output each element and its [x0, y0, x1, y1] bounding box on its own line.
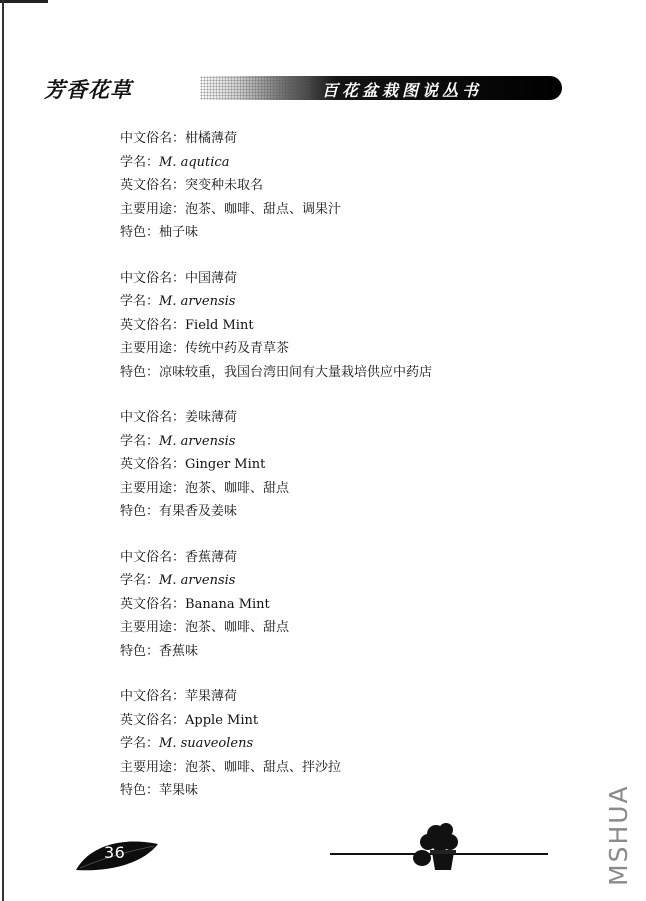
cn-name: 柑橘薄荷	[185, 131, 238, 146]
watermark: MSHUA	[604, 784, 633, 886]
cn-name-label: 中文俗名：	[120, 689, 186, 704]
cn-name: 中国薄荷	[185, 270, 238, 286]
cn-name-row	[120, 546, 432, 570]
cn-name-label: 中文俗名：	[120, 270, 186, 286]
sci-name-row	[120, 290, 432, 314]
sci-name: M. arvensis	[159, 294, 236, 309]
cn-name-row	[120, 127, 432, 151]
en-name-row	[120, 453, 432, 477]
en-name: Apple Mint	[185, 712, 259, 728]
en-name-row	[120, 709, 432, 733]
cn-name-label: 中文俗名：	[120, 549, 186, 565]
en-name-row	[120, 314, 432, 338]
mint-entries	[120, 127, 432, 825]
sci-name-label: 学名：	[120, 154, 160, 170]
feature: 香蕉味	[159, 643, 199, 659]
entry-ginger-mint	[120, 406, 432, 524]
banner-dot-pattern	[200, 76, 310, 100]
sci-name-label: 学名：	[120, 433, 160, 449]
sci-name-label: 学名：	[120, 294, 160, 309]
use-label: 主要用途：	[120, 759, 186, 775]
cn-name: 姜味薄荷	[185, 410, 238, 425]
page-number: 36	[104, 843, 126, 862]
cn-name: 苹果薄荷	[185, 689, 238, 704]
sci-name: M. arvensis	[159, 433, 236, 449]
feature-row	[120, 779, 432, 803]
sci-name: M. arvensis	[159, 573, 236, 588]
feature: 柚子味	[159, 225, 199, 240]
en-name-label: 英文俗名：	[120, 457, 186, 472]
use-label: 主要用途：	[120, 341, 186, 356]
feature: 凉味较重，我国台湾田间有大量栽培供应中药店	[159, 364, 433, 380]
sci-name-row	[120, 430, 432, 454]
book-title: 芳香花草	[44, 77, 132, 102]
use: 泡茶、咖啡、甜点、调果汁	[185, 201, 342, 217]
en-name-label: 英文俗名：	[120, 317, 186, 333]
en-name-row	[120, 593, 432, 617]
feature-label: 特色：	[120, 364, 160, 380]
use-row	[120, 616, 432, 640]
feature-label: 特色：	[120, 225, 160, 240]
entry-field-mint	[120, 267, 432, 385]
use-label: 主要用途：	[120, 480, 186, 496]
feature-label: 特色：	[120, 643, 160, 659]
en-name-label: 英文俗名：	[120, 596, 186, 612]
sci-name-label: 学名：	[120, 736, 160, 751]
feature-label: 特色：	[120, 504, 160, 519]
feature-row	[120, 361, 432, 385]
use: 泡茶、咖啡、甜点、拌沙拉	[185, 759, 342, 775]
feature-row	[120, 221, 432, 245]
sci-name: M. aqutica	[159, 154, 230, 170]
en-name: Ginger Mint	[185, 457, 266, 472]
entry-apple-mint	[120, 685, 432, 803]
potted-plant-icon	[410, 820, 470, 874]
use-label: 主要用途：	[120, 201, 186, 217]
entry-banana-mint	[120, 546, 432, 664]
feature: 苹果味	[159, 783, 199, 798]
series-title: 百花盆栽图说丛书	[322, 81, 483, 100]
use: 泡茶、咖啡、甜点	[185, 480, 290, 496]
cn-name-row	[120, 685, 432, 709]
cn-name-row	[120, 267, 432, 291]
en-name: Field Mint	[185, 317, 254, 333]
cn-name-label: 中文俗名：	[120, 131, 186, 146]
use-row	[120, 756, 432, 780]
en-name-label: 英文俗名：	[120, 712, 186, 728]
use-row	[120, 337, 432, 361]
sci-name-row	[120, 569, 432, 593]
use-label: 主要用途：	[120, 620, 186, 635]
feature-row	[120, 640, 432, 664]
en-name-row	[120, 174, 432, 198]
use-row	[120, 477, 432, 501]
corner-line	[0, 0, 48, 3]
en-name: 突变种未取名	[185, 178, 264, 193]
sci-name-label: 学名：	[120, 573, 160, 588]
cn-name: 香蕉薄荷	[185, 549, 238, 565]
feature-row	[120, 500, 432, 524]
use-row	[120, 198, 432, 222]
sci-name-row	[120, 151, 432, 175]
feature: 有果香及姜味	[159, 504, 238, 519]
en-name-label: 英文俗名：	[120, 178, 186, 193]
page-edge-rule	[2, 0, 4, 901]
cn-name-row	[120, 406, 432, 430]
en-name: Banana Mint	[185, 596, 270, 612]
use: 传统中药及青草茶	[185, 341, 290, 356]
cn-name-label: 中文俗名：	[120, 410, 186, 425]
feature-label: 特色：	[120, 783, 160, 798]
sci-name-row	[120, 732, 432, 756]
use: 泡茶、咖啡、甜点	[185, 620, 290, 635]
entry-citrus-mint	[120, 127, 432, 245]
sci-name: M. suaveolens	[159, 736, 254, 751]
